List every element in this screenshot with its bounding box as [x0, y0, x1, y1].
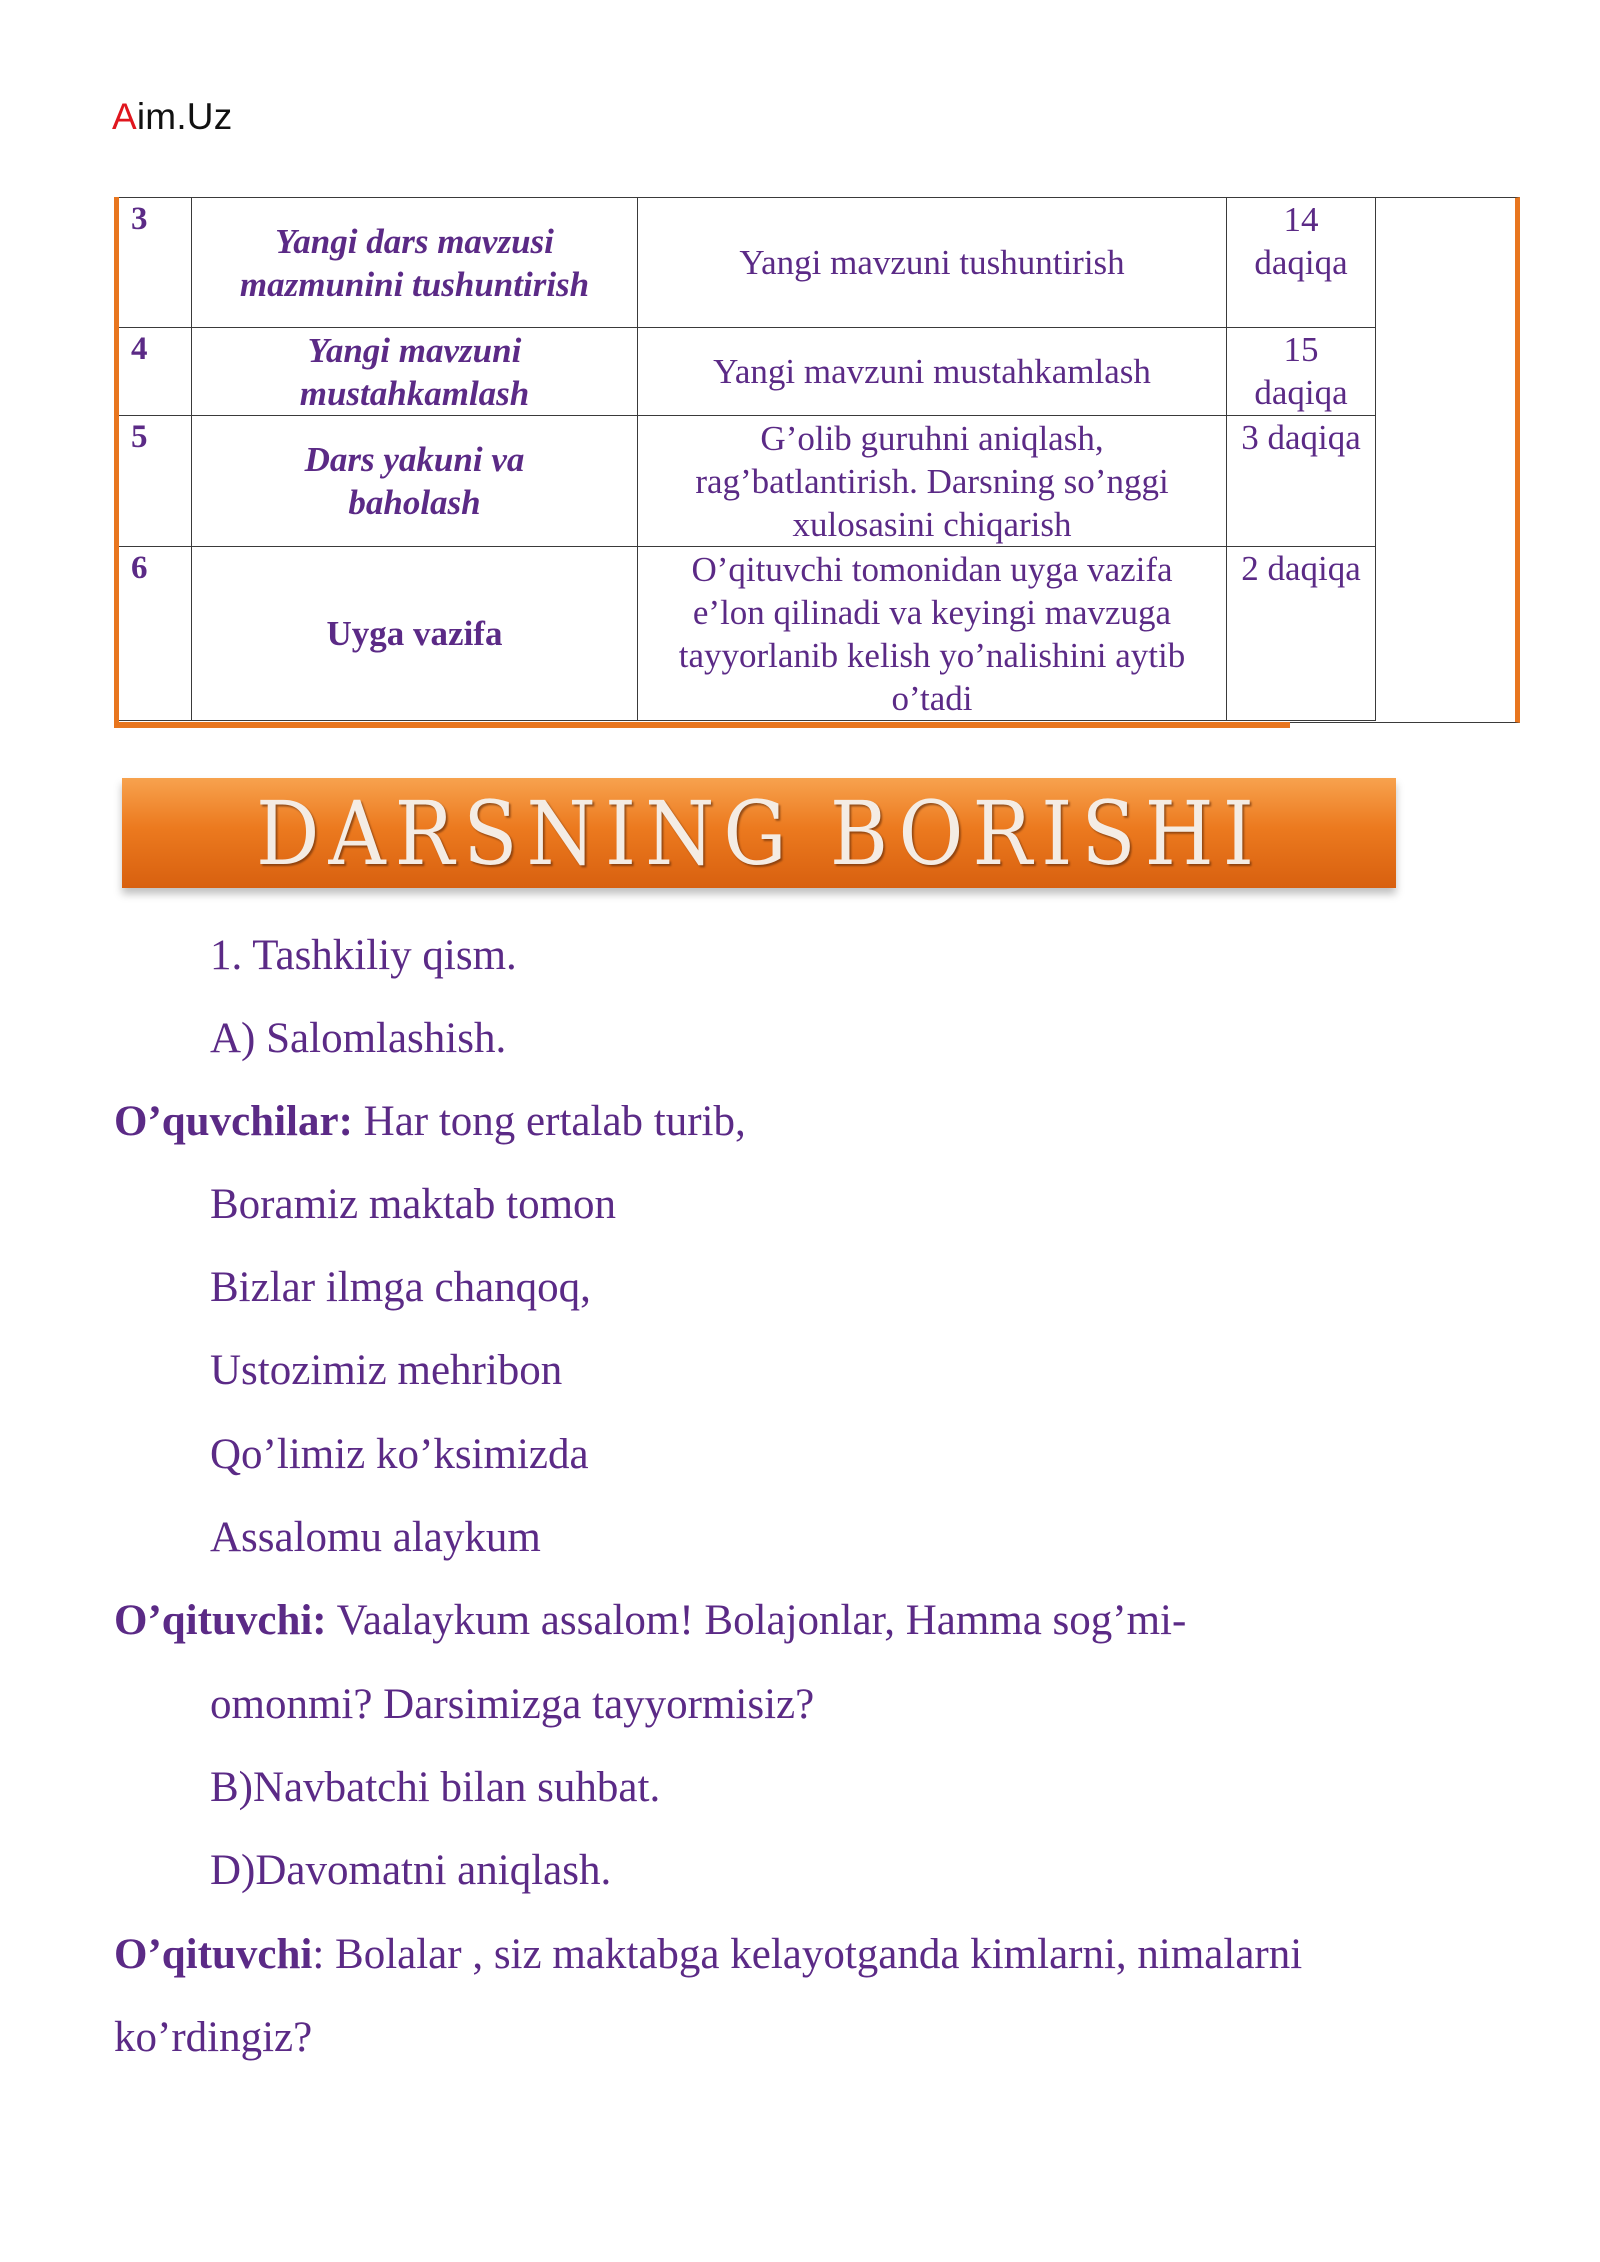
description-cell: G’olib guruhni aniqlash, rag’batlantirish. Darsning so’nggi xulosasini chiqarish	[638, 416, 1227, 547]
dialogue-text: Vaalaykum assalom! Bolajonlar, Hamma sog’mi-	[326, 1597, 1187, 1644]
poem-line: Ustozimiz mehribon	[210, 1347, 563, 1394]
stage-cell: Yangi mavzuni mustahkamlash	[192, 328, 638, 416]
dialogue-continuation: omonmi? Darsimizga tayyormisiz?	[210, 1681, 815, 1728]
subsection-duty: B)Navbatchi bilan suhbat.	[210, 1764, 661, 1811]
stage-cell: Yangi dars mavzusi mazmunini tushuntirish	[192, 198, 638, 328]
poem-line: Boramiz maktab tomon	[210, 1181, 617, 1228]
site-logo	[112, 96, 232, 138]
stage-cell: Dars yakuni va baholash	[192, 416, 638, 547]
logo-text: im.Uz	[136, 96, 233, 137]
subsection-greeting: A) Salomlashish.	[210, 1015, 507, 1062]
table-row	[115, 416, 1376, 547]
subsection-attendance: D)Davomatni aniqlash.	[210, 1847, 612, 1894]
section-heading: 1. Tashkiliy qism.	[210, 932, 517, 979]
time-cell: 14 daqiqa	[1227, 198, 1376, 328]
row-number: 4	[115, 328, 192, 416]
time-cell: 2 daqiqa	[1227, 547, 1376, 721]
table-accent-left	[114, 197, 119, 727]
poem-line: Assalomu alaykum	[210, 1514, 541, 1561]
speaker-label: O’quvchilar:	[114, 1098, 353, 1145]
table-row	[115, 328, 1376, 416]
dialogue-text: Har tong ertalab turib,	[352, 1098, 746, 1145]
row-number: 6	[115, 547, 192, 721]
section-banner	[122, 778, 1396, 888]
lesson-plan-table	[114, 197, 1376, 721]
time-cell: 3 daqiqa	[1227, 416, 1376, 547]
speaker-label: O’qituvchi	[114, 1931, 313, 1978]
dialogue-line	[114, 1929, 1302, 1981]
dialogue-text: : Bolalar , siz maktabga kelayotganda kimlarni, nimalarni	[312, 1931, 1303, 1978]
lesson-plan-table-wrapper	[114, 197, 1376, 721]
dialogue-line	[114, 1595, 1186, 1647]
table-row	[115, 547, 1376, 721]
poem-line: Qo’limiz ko’ksimizda	[210, 1431, 589, 1478]
time-cell: 15 daqiqa	[1227, 328, 1376, 416]
description-cell: O’qituvchi tomonidan uyga vazifa e’lon qilinadi va keyingi mavzuga tayyorlanib kelish yo’nalishini aytib o’tadi	[638, 547, 1227, 721]
logo-letter: A	[112, 96, 137, 137]
dialogue-line	[114, 1096, 746, 1148]
row-number: 5	[115, 416, 192, 547]
speaker-label: O’qituvchi:	[114, 1597, 327, 1644]
table-row	[115, 198, 1376, 328]
description-cell: Yangi mavzuni tushuntirish	[638, 198, 1227, 328]
poem-line: Bizlar ilmga chanqoq,	[210, 1264, 591, 1311]
banner-title: DARSNING BORISHI	[255, 781, 1263, 885]
description-cell: Yangi mavzuni mustahkamlash	[638, 328, 1227, 416]
dialogue-continuation: ko’rdingiz?	[114, 2014, 313, 2061]
stage-cell: Uyga vazifa	[192, 547, 638, 721]
table-accent-bottom	[114, 722, 1290, 728]
row-number: 3	[115, 198, 192, 328]
